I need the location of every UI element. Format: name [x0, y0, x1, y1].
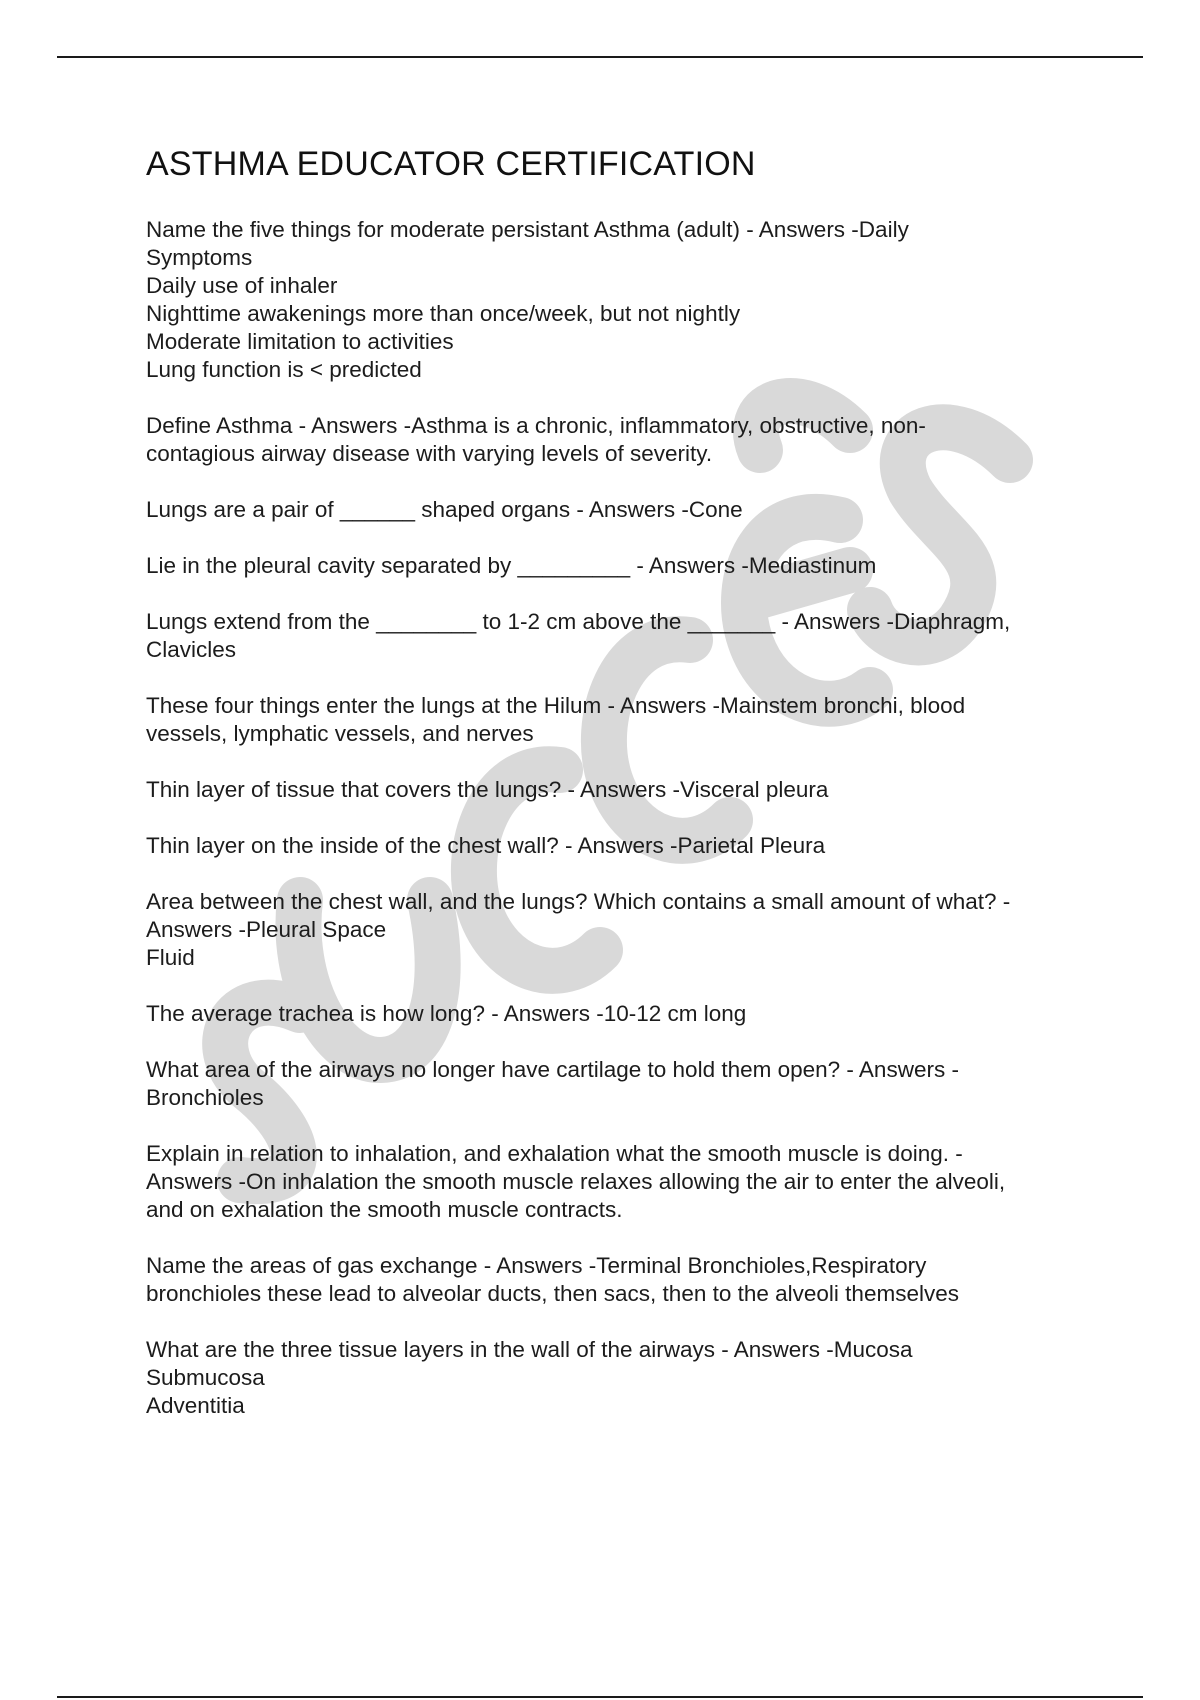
- qa-list: [146, 216, 1086, 1420]
- qa-line: Lie in the pleural cavity separated by _________ - Answers -Mediastinum: [146, 553, 877, 578]
- qa-line: Name the five things for moderate persistant Asthma (adult) - Answers -Daily: [146, 217, 909, 242]
- qa-line: bronchioles these lead to alveolar ducts, then sacs, then to the alveoli themselves: [146, 1281, 959, 1306]
- qa-line: Symptoms: [146, 245, 253, 270]
- qa-line: Adventitia: [146, 1393, 245, 1418]
- qa-line: Lungs are a pair of ______ shaped organs - Answers -Cone: [146, 497, 743, 522]
- qa-entry: [146, 1140, 1086, 1224]
- qa-entry: [146, 608, 1086, 664]
- qa-entry: [146, 832, 1086, 860]
- bottom-divider: [57, 1696, 1143, 1698]
- qa-line: Answers -On inhalation the smooth muscle relaxes allowing the air to enter the alveoli,: [146, 1169, 1006, 1194]
- qa-entry: [146, 216, 1086, 384]
- qa-entry: [146, 692, 1086, 748]
- qa-line: Answers -Pleural Space: [146, 917, 387, 942]
- qa-entry: [146, 1056, 1086, 1112]
- qa-line: Define Asthma - Answers -Asthma is a chronic, inflammatory, obstructive, non-: [146, 413, 926, 438]
- qa-line: Moderate limitation to activities: [146, 329, 454, 354]
- qa-line: contagious airway disease with varying levels of severity.: [146, 441, 713, 466]
- qa-entry: [146, 1252, 1086, 1308]
- qa-line: Submucosa: [146, 1365, 265, 1390]
- qa-line: Explain in relation to inhalation, and exhalation what the smooth muscle is doing. -: [146, 1141, 963, 1166]
- qa-line: Thin layer of tissue that covers the lungs? - Answers -Visceral pleura: [146, 777, 829, 802]
- qa-line: What are the three tissue layers in the wall of the airways - Answers -Mucosa: [146, 1337, 913, 1362]
- qa-entry: [146, 1000, 1086, 1028]
- qa-line: The average trachea is how long? - Answers -10-12 cm long: [146, 1001, 747, 1026]
- qa-line: Fluid: [146, 945, 195, 970]
- qa-line: Clavicles: [146, 637, 237, 662]
- qa-entry: [146, 412, 1086, 468]
- qa-line: Nighttime awakenings more than once/week, but not nightly: [146, 301, 741, 326]
- qa-line: These four things enter the lungs at the Hilum - Answers -Mainstem bronchi, blood: [146, 693, 966, 718]
- qa-entry: [146, 888, 1086, 972]
- qa-line: Name the areas of gas exchange - Answers -Terminal Bronchioles,Respiratory: [146, 1253, 927, 1278]
- document-title: ASTHMA EDUCATOR CERTIFICATION: [146, 145, 756, 183]
- qa-line: Thin layer on the inside of the chest wall? - Answers -Parietal Pleura: [146, 833, 826, 858]
- qa-line: What area of the airways no longer have cartilage to hold them open? - Answers -: [146, 1057, 959, 1082]
- qa-entry: [146, 776, 1086, 804]
- qa-line: Bronchioles: [146, 1085, 264, 1110]
- qa-line: Daily use of inhaler: [146, 273, 338, 298]
- qa-line: Area between the chest wall, and the lungs? Which contains a small amount of what? -: [146, 889, 1011, 914]
- top-divider: [57, 56, 1143, 58]
- qa-line: Lung function is < predicted: [146, 357, 422, 382]
- qa-entry: [146, 496, 1086, 524]
- qa-line: and on exhalation the smooth muscle contracts.: [146, 1197, 623, 1222]
- qa-entry: [146, 1336, 1086, 1420]
- qa-line: vessels, lymphatic vessels, and nerves: [146, 721, 534, 746]
- qa-entry: [146, 552, 1086, 580]
- qa-line: Lungs extend from the ________ to 1-2 cm above the _______ - Answers -Diaphragm,: [146, 609, 1011, 634]
- document-body: [146, 142, 1086, 1448]
